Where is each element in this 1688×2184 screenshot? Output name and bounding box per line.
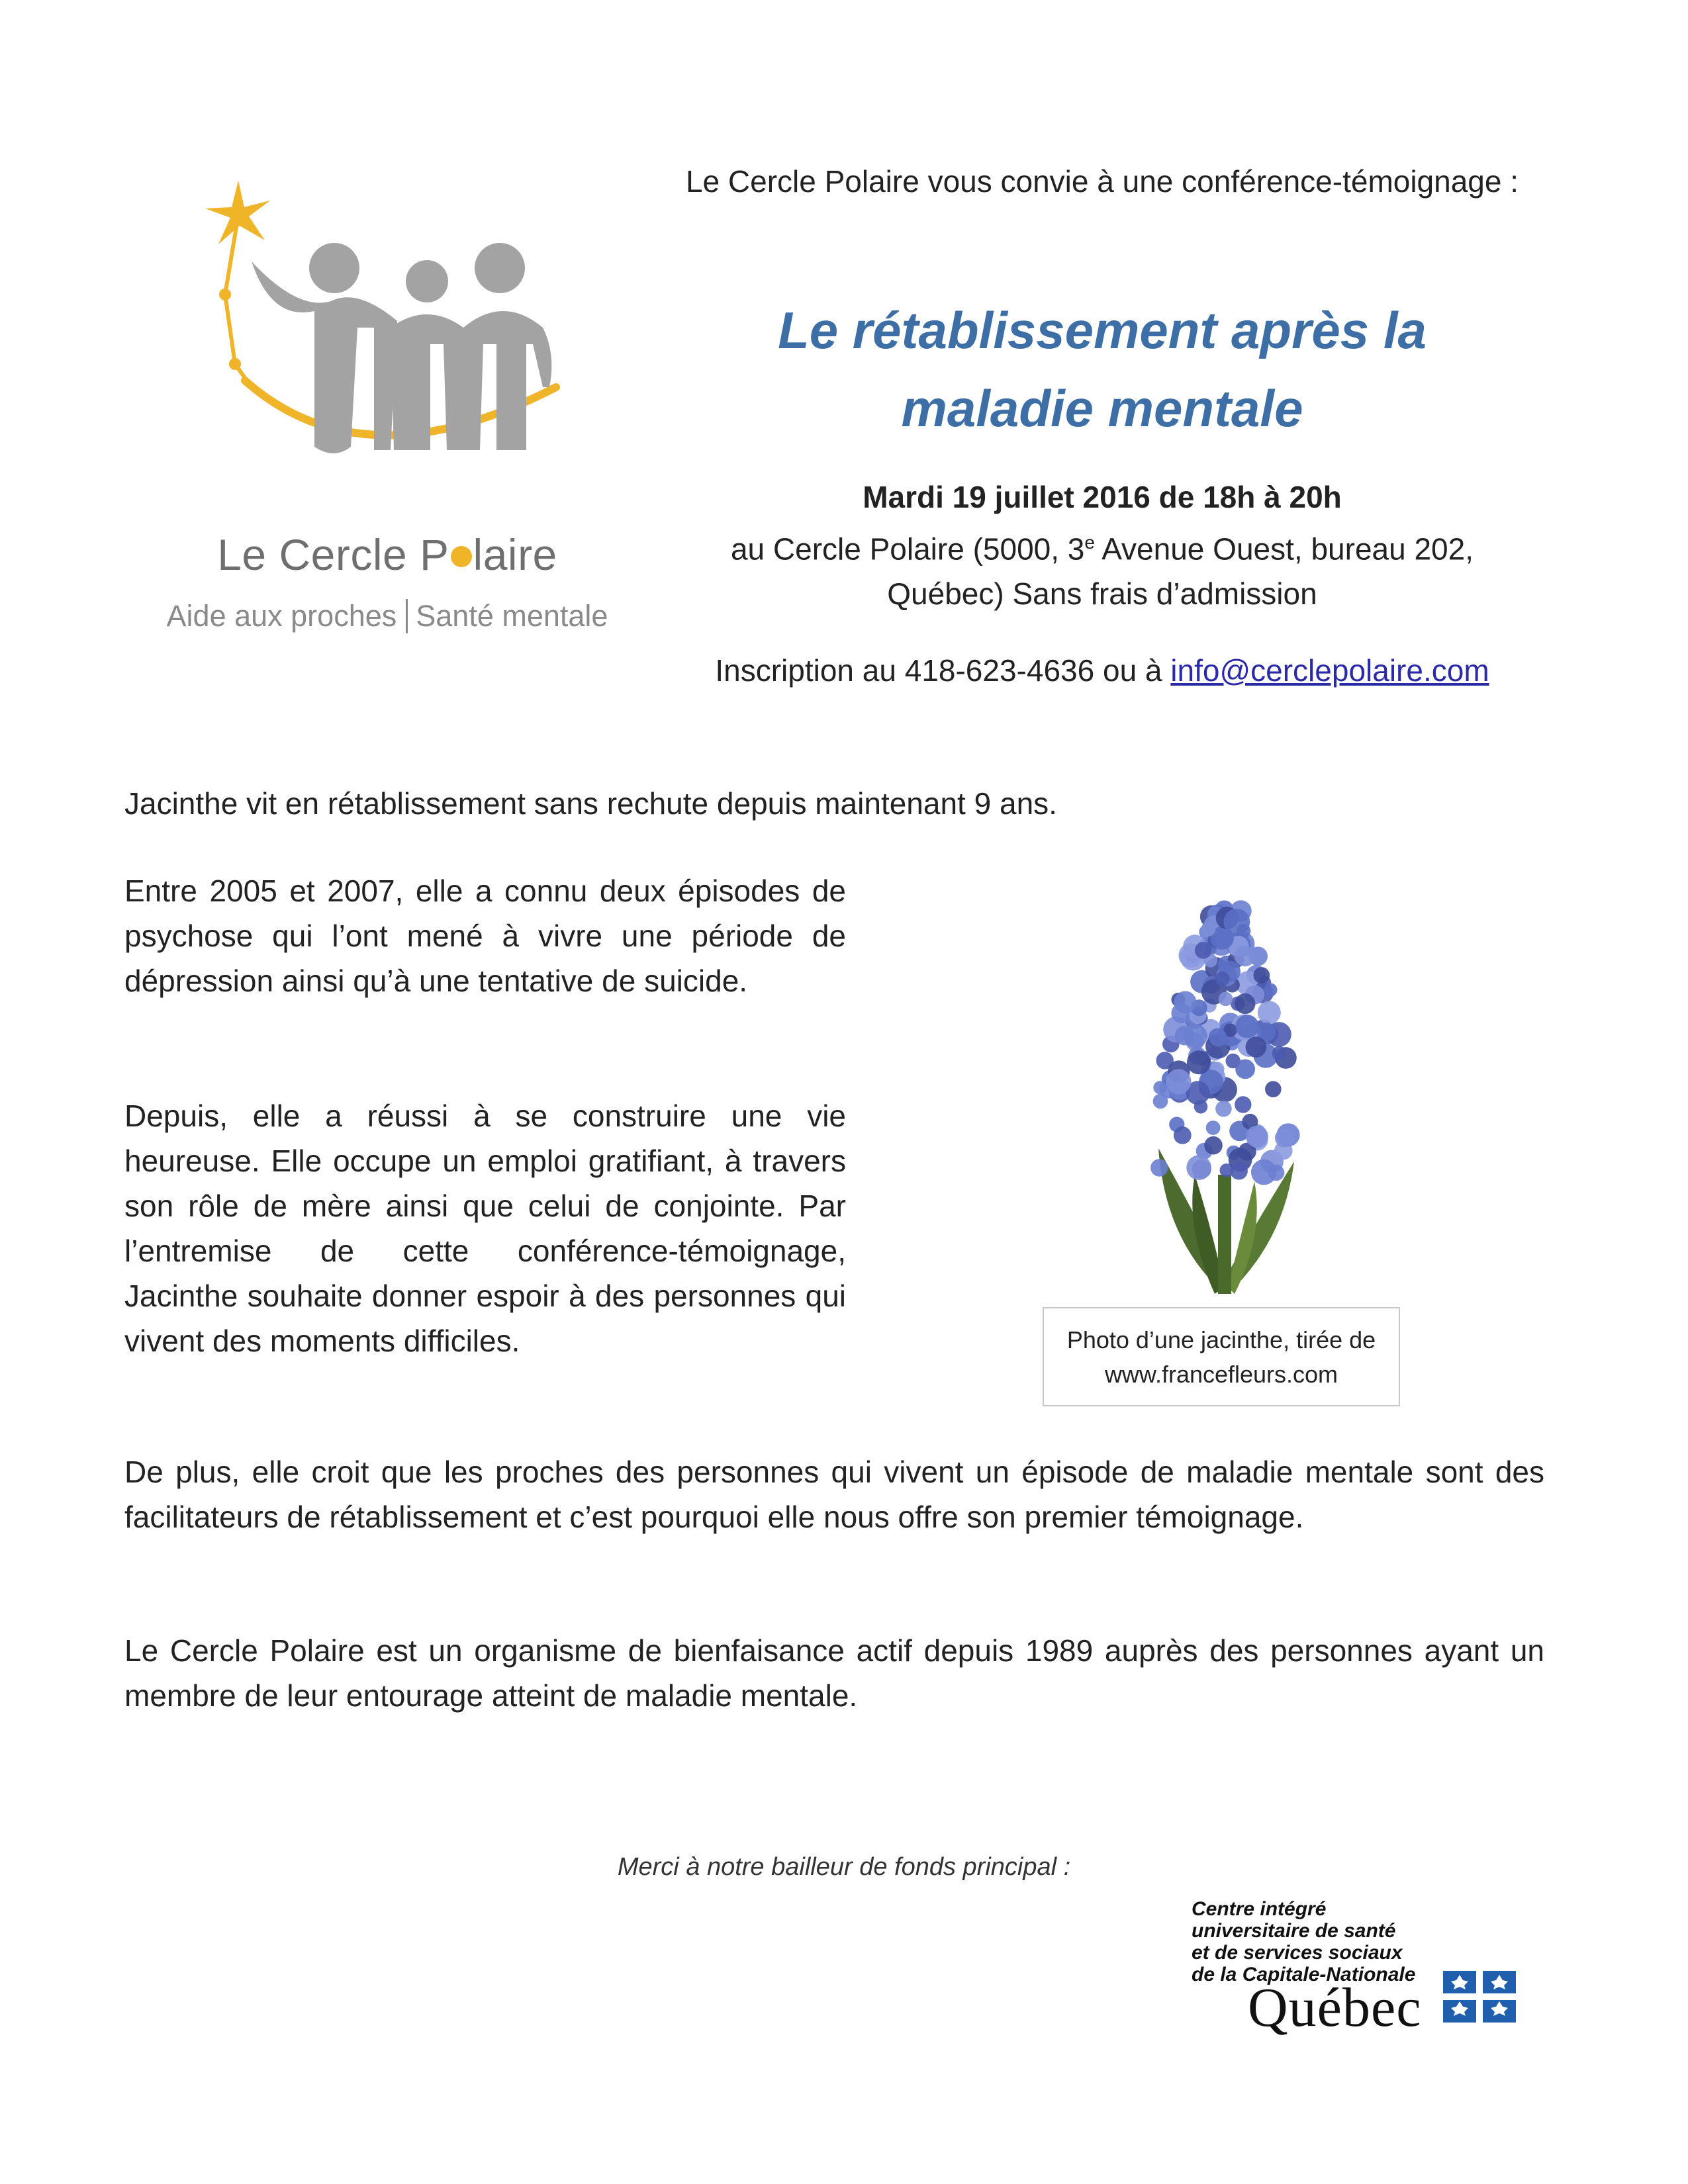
hyacinth-floret — [1153, 1081, 1166, 1094]
registration-line — [685, 649, 1519, 692]
hyacinth-floret — [1204, 1136, 1223, 1155]
hyacinth-floret — [1264, 983, 1277, 997]
hyacinth-floret — [1265, 1081, 1282, 1097]
hyacinth-image — [1086, 897, 1364, 1307]
logo-tagline-right: Santé mentale — [416, 599, 608, 633]
event-address — [685, 520, 1519, 616]
hyacinth-floret — [1215, 1101, 1232, 1117]
event-date: Mardi 19 juillet 2016 de 18h à 20h — [863, 480, 1342, 514]
photo-caption: Photo d’une jacinthe, tirée de www.francefleurs.com — [1043, 1307, 1400, 1406]
hyacinth-floret — [1215, 972, 1230, 986]
ciusss-line-2: universitaire de santé — [1192, 1920, 1396, 1942]
hyacinth-floret — [1235, 946, 1255, 966]
invitation-intro: Le Cercle Polaire vous convie à une conférence-témoignage : — [685, 164, 1519, 199]
hyacinth-floret — [1253, 967, 1270, 983]
logo-dot-icon — [451, 546, 472, 567]
logo-name-part2: laire — [473, 530, 557, 579]
hyacinth-floret — [1166, 1069, 1191, 1094]
hyacinth-floret — [1268, 1165, 1285, 1181]
logo-name-part1: Le Cercle P — [217, 530, 449, 579]
hyacinth-floret — [1235, 993, 1255, 1014]
hyacinth-floret — [1230, 1162, 1248, 1180]
hyacinth-floret — [1235, 1060, 1255, 1079]
hyacinth-floret — [1235, 1015, 1258, 1038]
hyacinth-floret — [1174, 991, 1197, 1014]
paragraph-5: Le Cercle Polaire est un organisme de bienfaisance actif depuis 1989 auprès des personnes ayant un membre de leur entourage atteint de maladie mentale. — [124, 1633, 1544, 1713]
registration-text: Inscription au 418-623-4636 ou à — [715, 653, 1171, 688]
logo-wordmark — [136, 529, 639, 580]
hyacinth-floret — [1195, 942, 1212, 959]
hyacinth-floret — [1187, 1050, 1211, 1074]
address-part1: au Cercle Polaire (5000, 3 — [730, 531, 1085, 567]
hyacinth-floret — [1275, 1129, 1293, 1148]
paragraph-3: Depuis, elle a réussi à se construire une vie heureuse. Elle occupe un emploi gratifiant, à travers son rôle de mère ainsi que celui de conjointe. Par l’entremise de cette conférence-témoignage, Jacinthe souhaite donner espoir à des personnes qui vivent des moments difficiles. — [124, 1099, 846, 1358]
address-part2: Avenue Ouest, bureau 202, Québec) Sans frais d’admission — [887, 531, 1474, 612]
hyacinth-floret — [1186, 1155, 1211, 1180]
logo-tagline — [136, 599, 639, 637]
address-superscript: e — [1084, 532, 1095, 553]
ciusss-line-1: Centre intégré — [1192, 1898, 1327, 1920]
quebec-wordmark: Québec — [1248, 1977, 1422, 2038]
email-link[interactable]: info@cerclepolaire.com — [1170, 653, 1489, 688]
paragraph-1: Jacinthe vit en rétablissement sans rechute depuis maintenant 9 ans. — [124, 786, 1057, 821]
tagline-divider — [406, 599, 408, 633]
hyacinth-floret — [1246, 1036, 1267, 1058]
hyacinth-floret — [1219, 992, 1233, 1007]
paragraph-4: De plus, elle croit que les proches des personnes qui vivent un épisode de maladie mentale sont des facilitateurs de rétablissement et c’est pourquoi elle nous offre son premier témoignage. — [124, 1455, 1544, 1534]
hyacinth-floret — [1235, 1096, 1251, 1113]
hyacinth-floret — [1153, 1094, 1168, 1109]
conference-title: Le rétablissement après la maladie mentale — [778, 301, 1427, 437]
hyacinth-floret — [1272, 1046, 1287, 1061]
hyacinth-floret — [1174, 1126, 1192, 1144]
ciusss-line-3: et de services sociaux — [1192, 1942, 1403, 1964]
quebec-flag-icon — [1443, 1971, 1516, 2023]
sponsor-thanks: Merci à notre bailleur de fonds principal : — [617, 1853, 1071, 1881]
hyacinth-floret — [1201, 922, 1216, 936]
hyacinth-floret — [1209, 1028, 1227, 1047]
logo-tagline-left: Aide aux proches — [166, 599, 397, 633]
cercle-polaire-logo-icon — [199, 169, 569, 539]
ciusss-line-4: de la Capitale-Nationale — [1192, 1964, 1416, 1985]
hyacinth-floret — [1258, 1001, 1281, 1024]
hyacinth-floret — [1150, 1159, 1168, 1176]
hyacinth-floret — [1206, 1120, 1221, 1135]
hyacinth-floret — [1224, 909, 1250, 935]
paragraph-2: Entre 2005 et 2007, elle a connu deux épisodes de psychose qui l’ont mené à vivre une période de dépression ainsi qu’à une tentative de suicide. — [124, 874, 846, 998]
hyacinth-floret — [1184, 1024, 1207, 1048]
hyacinth-floret — [1246, 1126, 1268, 1148]
